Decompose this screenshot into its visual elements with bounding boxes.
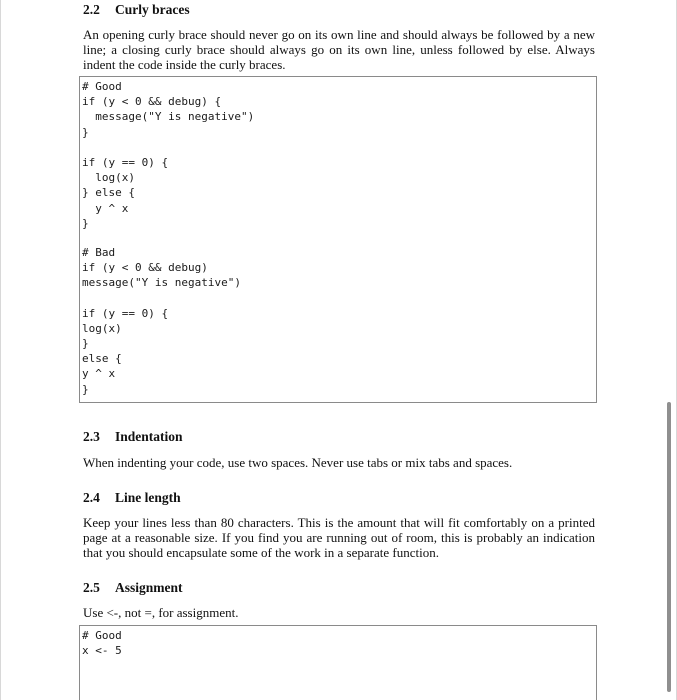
code-line: if (y < 0 && debug): [82, 261, 208, 275]
section-heading-assignment: [83, 580, 183, 596]
scrollbar-thumb[interactable]: [667, 402, 671, 692]
code-line: if (y == 0) {: [82, 155, 169, 169]
code-line: # Good: [82, 80, 122, 93]
section-paragraph: An opening curly brace should never go on its own line and should always be followed by a new line; a closing curly brace should always go on its own line, unless followed by else. Always indent the code inside the curly braces.: [83, 27, 595, 72]
code-line: # Bad: [82, 245, 116, 259]
code-line: }: [82, 216, 89, 230]
code-line: }: [82, 337, 89, 350]
code-line: message("Y is negative"): [82, 276, 241, 290]
section-title: Assignment: [115, 580, 183, 595]
section-number: 2.5: [83, 580, 100, 595]
code-line: [82, 290, 596, 305]
section-number: 2.2: [83, 2, 100, 17]
code-line: if (y < 0 && debug) {: [82, 95, 222, 109]
code-block-curly-braces: [79, 76, 597, 403]
code-line: log(x): [82, 321, 122, 335]
code-line: if (y == 0) {: [82, 306, 169, 320]
section-title: Indentation: [115, 429, 183, 444]
code-line: x <- 5: [82, 644, 122, 658]
section-number: 2.4: [83, 490, 100, 505]
section-number: 2.3: [83, 429, 100, 444]
section-paragraph: When indenting your code, use two spaces. Never use tabs or mix tabs and spaces.: [83, 455, 513, 470]
code-line: message("Y is negative"): [82, 110, 255, 124]
section-heading-curly-braces: [83, 2, 190, 18]
code-line: log(x): [82, 171, 135, 185]
code-line: y ^ x: [82, 367, 116, 381]
page-edge-left: [0, 0, 1, 700]
code-line: y ^ x: [82, 201, 129, 215]
code-good-lines: [82, 79, 596, 231]
code-line: }: [82, 382, 89, 396]
code-bad-lines: [82, 245, 596, 397]
section-title: Line length: [115, 490, 181, 505]
section-paragraph: Use <-, not =, for assignment.: [83, 605, 239, 620]
section-title: Curly braces: [115, 2, 190, 17]
section-heading-line-length: [83, 490, 181, 506]
code-line: } else {: [82, 186, 135, 200]
code-line: else {: [82, 352, 122, 366]
code-line: [82, 140, 596, 155]
code-line: # Good: [82, 629, 122, 642]
code-block-assignment: [79, 625, 597, 700]
section-paragraph: Keep your lines less than 80 characters. This is the amount that will fit comfortably on a printed page at a reasonable size. If you find you are running out of room, this is probably an indication that you should encapsulate some of the work in a separate function.: [83, 515, 595, 560]
code-line: }: [82, 125, 89, 139]
section-heading-indentation: [83, 429, 183, 445]
